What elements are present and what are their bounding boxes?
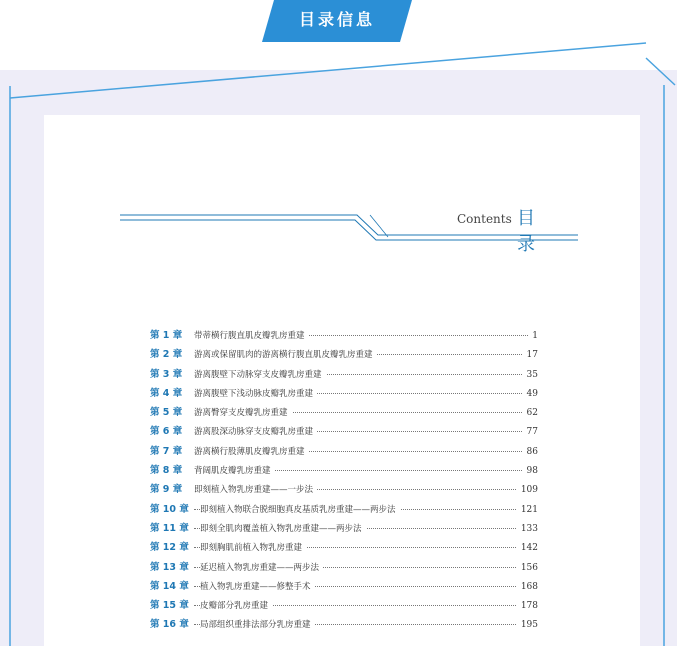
toc-chapter-number: 第 12 章 (150, 542, 189, 554)
toc-row (150, 329, 538, 348)
toc-chapter-title: 游离横行股薄肌皮瓣乳房重建 (194, 445, 309, 459)
toc-chapter-number: 第 7 章 (150, 445, 183, 457)
toc-chapter-number: 第 4 章 (150, 387, 183, 399)
toc-title: 目 录 (517, 208, 555, 255)
toc-chapter-number: 第 6 章 (150, 426, 183, 438)
toc-chapter-title: 背阔肌皮瓣乳房重建 (194, 464, 275, 478)
toc-page-number: 77 (523, 425, 538, 439)
toc-row (150, 503, 538, 522)
toc-chapter-title: 皮瓣部分乳房重建 (200, 599, 272, 613)
banner-title: 目录信息 (298, 10, 375, 29)
toc-chapter-number: 第 8 章 (150, 465, 183, 477)
toc-chapter-title: 局部组织重排法部分乳房重建 (200, 618, 315, 632)
toc-page-number: 62 (523, 406, 538, 420)
toc-list (150, 329, 538, 638)
toc-chapter-number: 第 2 章 (150, 349, 183, 361)
toc-row (150, 445, 538, 464)
toc-chapter-title: 游离或保留肌肉的游离横行腹直肌皮瓣乳房重建 (194, 348, 377, 362)
toc-row (150, 561, 538, 580)
toc-row (150, 599, 538, 618)
toc-row (150, 348, 538, 367)
toc-page-number: 98 (523, 464, 538, 478)
toc-row (150, 580, 538, 599)
toc-row (150, 368, 538, 387)
toc-chapter-title: 游离臀穿支皮瓣乳房重建 (194, 406, 292, 420)
toc-page-number: 109 (517, 483, 538, 497)
toc-page-number: 86 (523, 445, 538, 459)
toc-chapter-title: 即刻植入物乳房重建——一步法 (194, 483, 317, 497)
toc-row (150, 618, 538, 637)
contents-label: Contents (457, 212, 512, 226)
toc-chapter-title: 即刻全肌肉覆盖植入物乳房重建——两步法 (200, 522, 366, 536)
toc-chapter-number: 第 1 章 (150, 330, 183, 341)
toc-row (150, 541, 538, 560)
toc-page-number: 178 (517, 599, 538, 613)
toc-row (150, 483, 538, 502)
toc-chapter-title: 植入物乳房重建——修整手术 (200, 580, 315, 594)
toc-chapter-number: 第 10 章 (150, 503, 189, 515)
toc-row (150, 406, 538, 425)
toc-chapter-number: 第 5 章 (150, 407, 183, 419)
toc-chapter-title: 延迟植入物乳房重建——两步法 (200, 561, 323, 575)
toc-chapter-title: 游离腹壁下动脉穿支皮瓣乳房重建 (194, 368, 326, 382)
toc-chapter-number: 第 15 章 (150, 600, 189, 612)
toc-page-number: 1 (528, 329, 538, 343)
toc-page-number: 142 (517, 541, 538, 555)
toc-page-number: 168 (517, 580, 538, 594)
toc-chapter-title: 即刻植入物联合脱细胞真皮基质乳房重建——两步法 (200, 503, 400, 517)
toc-chapter-number: 第 11 章 (150, 522, 189, 534)
toc-row (150, 425, 538, 444)
toc-chapter-number: 第 13 章 (150, 561, 189, 573)
toc-chapter-number: 第 14 章 (150, 580, 189, 592)
toc-chapter-number: 第 16 章 (150, 619, 189, 631)
toc-row (150, 387, 538, 406)
toc-row (150, 464, 538, 483)
toc-chapter-title: 即刻胸肌前植入物乳房重建 (200, 541, 306, 555)
toc-page-number: 121 (517, 503, 538, 517)
toc-page-number: 49 (523, 387, 538, 401)
toc-chapter-number: 第 9 章 (150, 484, 183, 496)
toc-chapter-number: 第 3 章 (150, 368, 183, 380)
toc-page-number: 156 (517, 561, 538, 575)
toc-page-number: 195 (517, 618, 538, 632)
toc-chapter-title: 游离腹壁下浅动脉皮瓣乳房重建 (194, 387, 317, 401)
toc-heading (457, 204, 587, 255)
toc-chapter-title: 游离股深动脉穿支皮瓣乳房重建 (194, 425, 317, 439)
toc-page-number: 35 (523, 368, 538, 382)
toc-chapter-title: 带蒂横行腹直肌皮瓣乳房重建 (194, 329, 309, 343)
toc-row (150, 522, 538, 541)
toc-page-number: 17 (523, 348, 538, 362)
toc-page-number: 133 (517, 522, 538, 536)
